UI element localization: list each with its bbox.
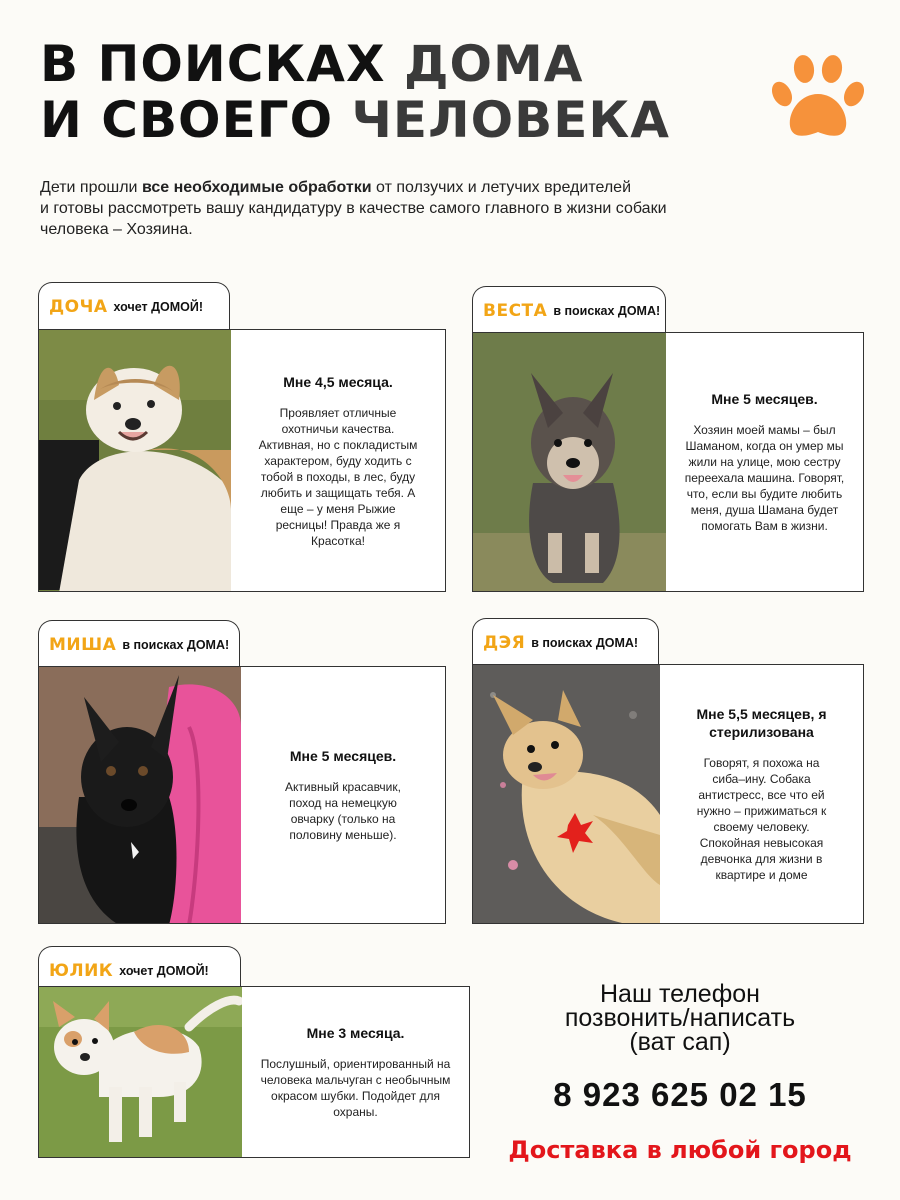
dog-name: ДОЧА bbox=[49, 296, 108, 317]
dog-name: ВЕСТА bbox=[483, 300, 548, 321]
dog-tagline: в поисках ДОМА! bbox=[122, 637, 230, 652]
paw-icon bbox=[770, 52, 866, 142]
intro-part4: и готовы рассмотреть вашу кандидатуру в качестве самого главного в жизни собаки bbox=[40, 200, 667, 217]
dog-age: Мне 5,5 месяцев, я стерилизована bbox=[696, 706, 827, 740]
contact-line1: Наш телефон bbox=[600, 980, 760, 1008]
dog-tagline: в поисках ДОМА! bbox=[553, 303, 661, 318]
dog-photo bbox=[39, 330, 231, 591]
dog-tagline: в поисках ДОМА! bbox=[531, 635, 639, 650]
dog-tab bbox=[38, 620, 240, 668]
dog-card-body bbox=[472, 332, 864, 592]
dog-description: Послушный, ориентированный на человека мальчуган с необычным окрасом шубки. Подойдет для охраны. bbox=[260, 1057, 451, 1119]
page-title bbox=[40, 36, 670, 148]
contact-lines bbox=[490, 982, 870, 1054]
dog-description: Активный красавчик, поход на немецкую овчарку (только на половину меньше). bbox=[285, 780, 401, 842]
intro-part5: человека – Хозяина. bbox=[40, 221, 193, 238]
dog-info bbox=[660, 665, 863, 923]
contact-line2: позвонить/написать bbox=[564, 1004, 796, 1032]
dog-info bbox=[666, 333, 863, 591]
dog-description: Говорят, я похожа на сиба–ину. Собака антистресс, все что ей нужно – прижиматься к своему человеку. Спокойная невысокая девчонка для жизни в квартире и доме bbox=[696, 756, 827, 882]
dog-tagline: хочет ДОМОЙ! bbox=[113, 299, 204, 314]
dog-card-body bbox=[472, 664, 864, 924]
delivery-text: Доставка в любой город bbox=[508, 1136, 852, 1164]
dog-description: Хозяин моей мамы – был Шаманом, когда он умер мы жили на улице, мою сестру переехала машина. Говорят, что, если вы будите любить меня, душа Шамана будет помогать Вам в жизни. bbox=[684, 423, 845, 533]
contact-block bbox=[490, 982, 870, 1164]
dog-age: Мне 3 месяца. bbox=[306, 1025, 405, 1041]
dog-age: Мне 5 месяцев. bbox=[711, 391, 818, 407]
dog-tab bbox=[472, 618, 659, 666]
dog-card-body bbox=[38, 666, 446, 924]
dog-tab bbox=[38, 282, 230, 330]
dog-age: Мне 5 месяцев. bbox=[289, 748, 397, 764]
title-line2-black: И СВОЕГО bbox=[40, 91, 334, 149]
dog-info bbox=[242, 987, 469, 1157]
dog-card-body bbox=[38, 329, 446, 592]
dog-photo bbox=[39, 987, 242, 1157]
dog-tab bbox=[472, 286, 666, 334]
title-line2-gray: ЧЕЛОВЕКА bbox=[351, 91, 670, 149]
intro-bold: все необходимые обработки bbox=[141, 179, 372, 196]
title-line1-gray: ДОМА bbox=[403, 35, 584, 93]
dog-tagline: хочет ДОМОЙ! bbox=[119, 963, 209, 978]
intro-text bbox=[40, 177, 840, 240]
title-line1-black: В ПОИСКАХ bbox=[40, 35, 386, 93]
dog-photo bbox=[473, 665, 660, 923]
dog-photo bbox=[473, 333, 666, 591]
dog-name: ЮЛИК bbox=[49, 960, 114, 981]
contact-line3: (ват сап) bbox=[629, 1028, 731, 1056]
phone-number[interactable]: 8 923 625 02 15 bbox=[553, 1076, 807, 1113]
dog-info bbox=[241, 667, 445, 923]
dog-info bbox=[231, 330, 445, 591]
dog-description: Проявляет отличные охотничьи качества. Активная, но с покладистым характером, буду ходить с тобой в походы, в лес, буду любить и защищать тебя. А еще – у меня Рыжие ресницы! Правда же я Красотка! bbox=[258, 405, 418, 548]
dog-card-body bbox=[38, 986, 470, 1158]
dog-name: ДЭЯ bbox=[483, 632, 526, 653]
dog-name: МИША bbox=[49, 634, 117, 655]
dog-age: Мне 4,5 месяца. bbox=[283, 373, 393, 390]
intro-part1: Дети прошли bbox=[40, 179, 142, 196]
dog-photo bbox=[39, 667, 241, 923]
intro-part3: от ползучих и летучих вредителей bbox=[371, 179, 632, 196]
